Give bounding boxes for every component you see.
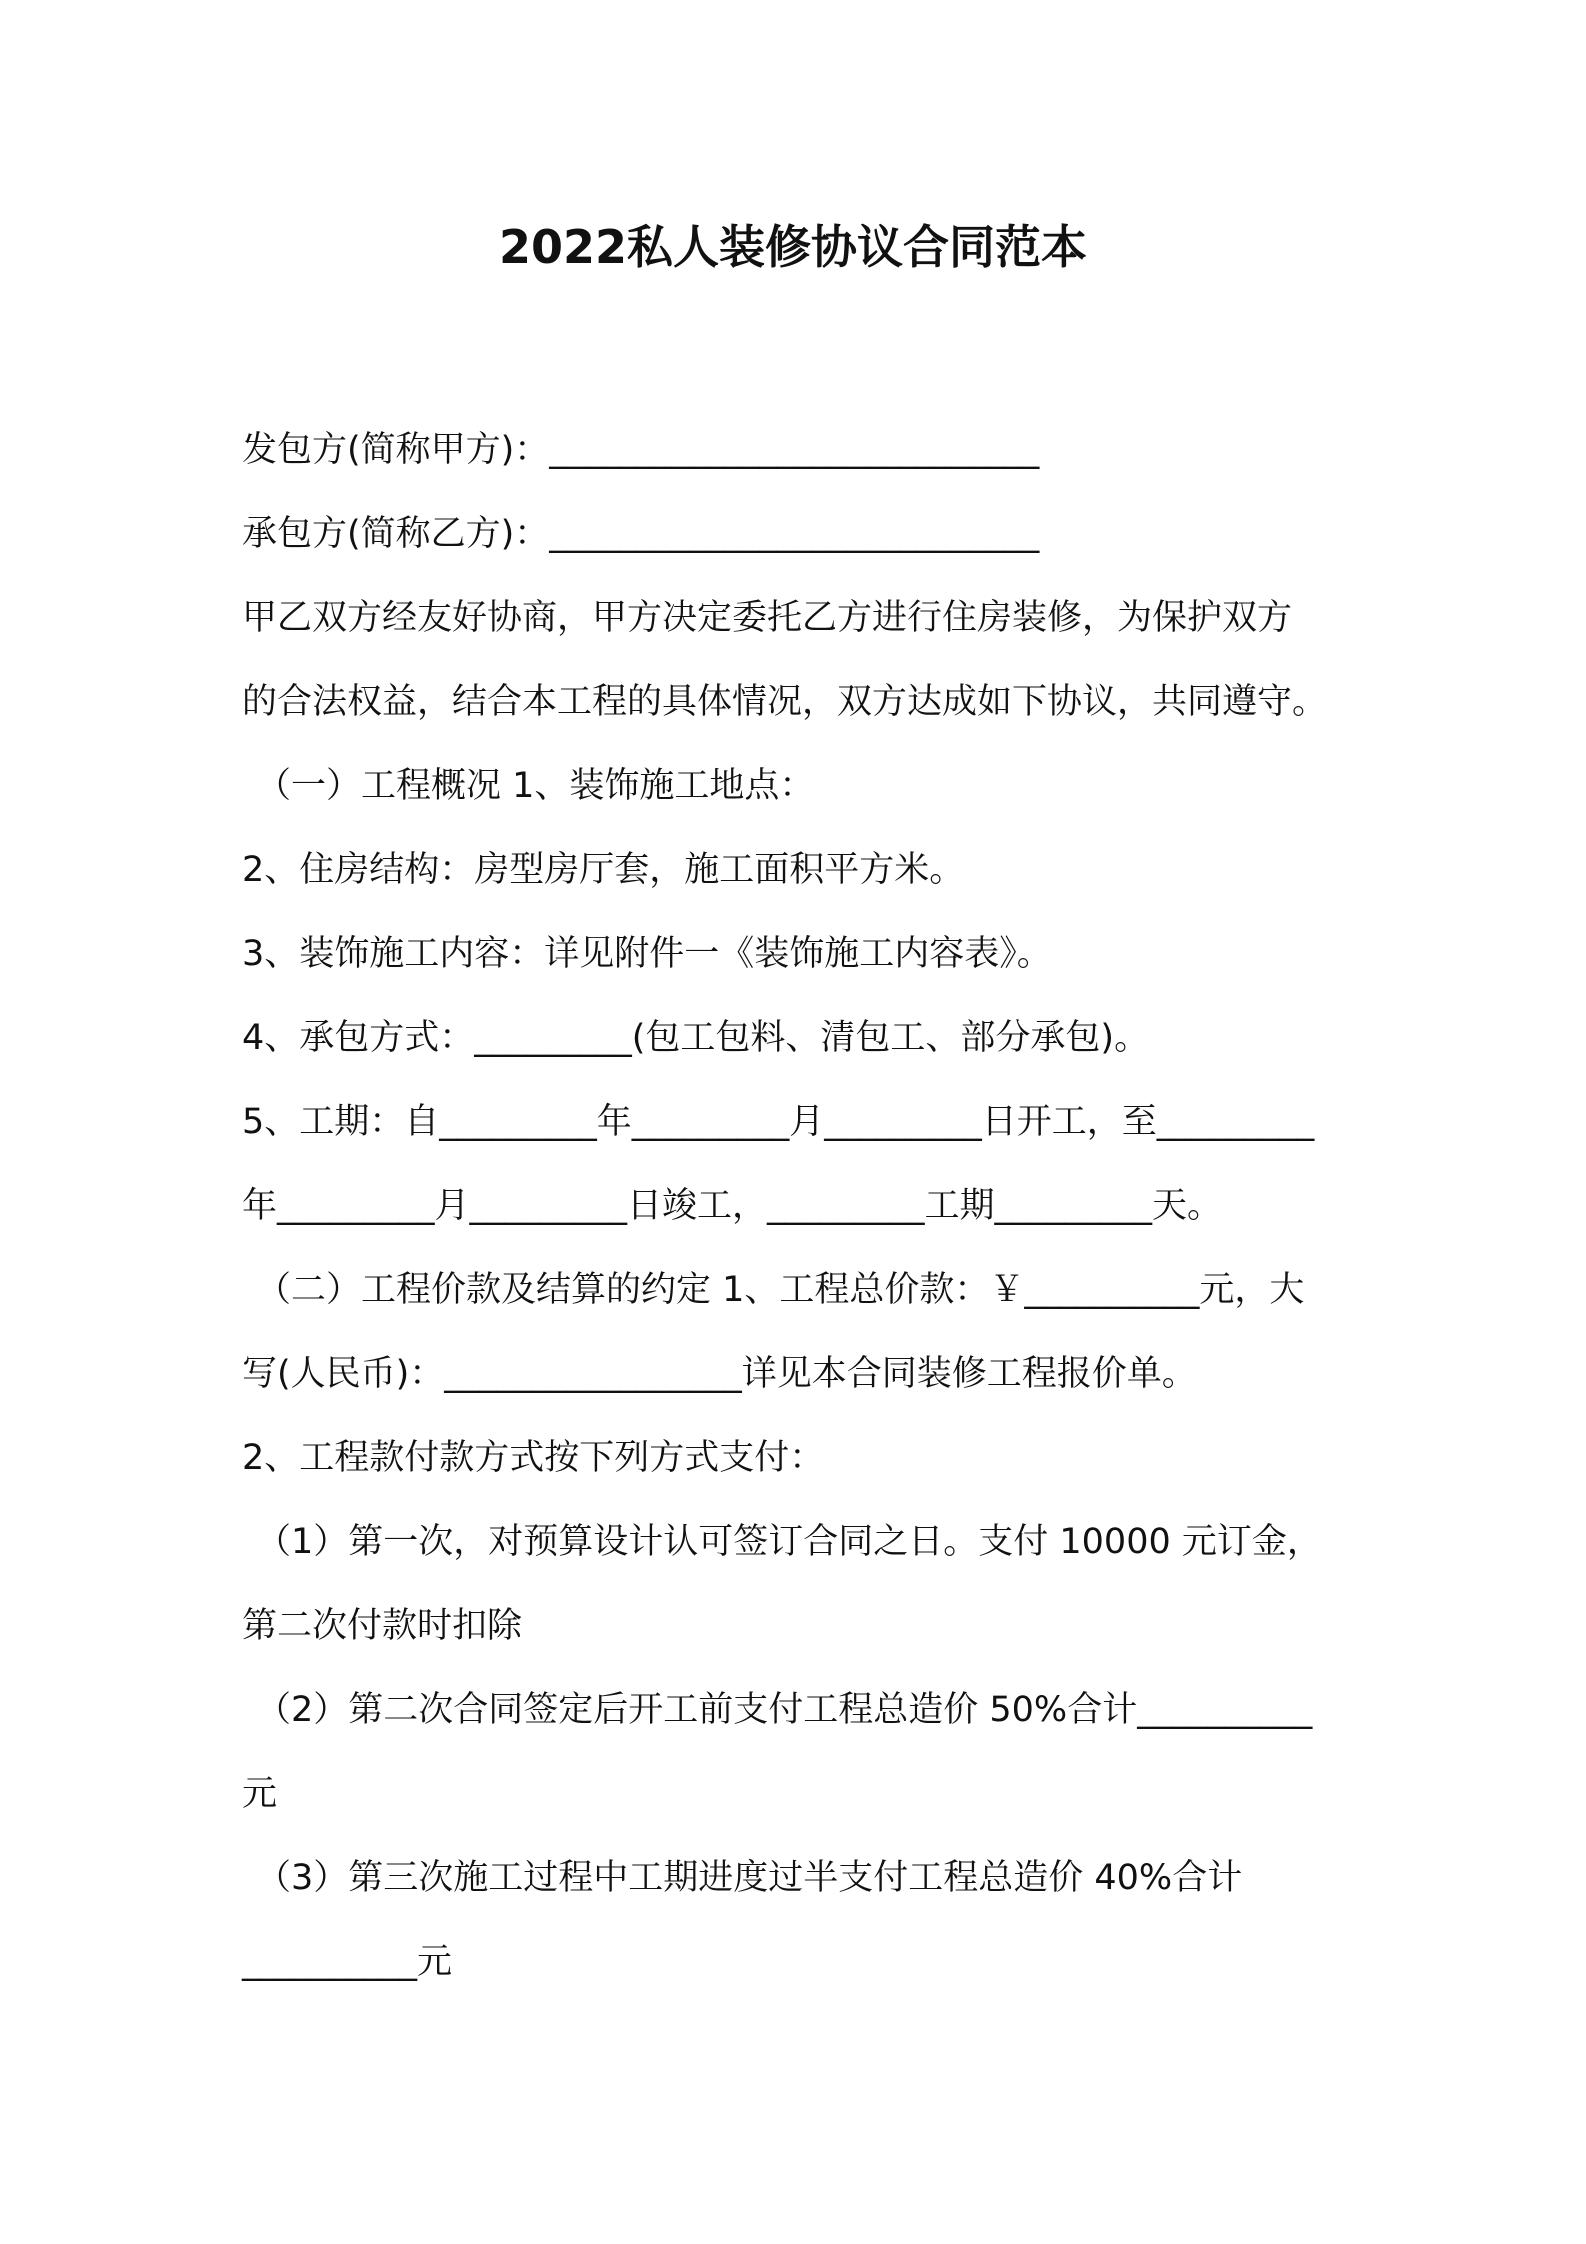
clause-schedule-line-1: 5、工期：自_________年_________月_________日开工，至_________ [242,1102,1315,1142]
payment-2-line-1: （2）第二次合同签定后开工前支付工程总造价 50%合计__________ [256,1690,1313,1730]
intro-line-2: 的合法权益，结合本工程的具体情况，双方达成如下协议，共同遵守。 [242,682,1328,722]
payment-2-line-2: 元 [242,1774,278,1814]
section-2-heading-line-1: （二）工程价款及结算的约定 1、工程总价款：￥__________元，大 [256,1270,1305,1310]
section-1-heading: （一）工程概况 1、装饰施工地点： [256,766,815,806]
clause-payment-method: 2、工程款付款方式按下列方式支付： [242,1438,825,1478]
clause-construction-content: 3、装饰施工内容：详见附件一《装饰施工内容表》。 [242,934,1052,974]
payment-1-line-1: （1）第一次，对预算设计认可签订合同之日。支付 10000 元订金， [256,1522,1322,1562]
document-title: 2022私人装修协议合同范本 [498,220,1088,274]
payment-3-line-1: （3）第三次施工过程中工期进度过半支付工程总造价 40%合计 [256,1858,1243,1898]
payment-3-line-2: __________元 [242,1942,453,1982]
payment-1-line-2: 第二次付款时扣除 [242,1606,523,1646]
clause-schedule-line-2: 年_________月_________日竣工，_________工期_________天。 [242,1186,1223,1226]
intro-line-1: 甲乙双方经友好协商，甲方决定委托乙方进行住房装修，为保护双方 [242,598,1293,638]
party-b-line: 承包方(简称乙方)：____________________________ [242,514,1040,554]
party-a-line: 发包方(简称甲方)：____________________________ [242,430,1040,470]
section-2-heading-line-2: 写(人民币)：_________________详见本合同装修工程报价单。 [242,1354,1197,1394]
clause-housing-structure: 2、住房结构：房型房厅套，施工面积平方米。 [242,850,965,890]
document-body [242,408,1362,2004]
clause-contract-method: 4、承包方式：_________(包工包料、清包工、部分承包)。 [242,1018,1150,1058]
